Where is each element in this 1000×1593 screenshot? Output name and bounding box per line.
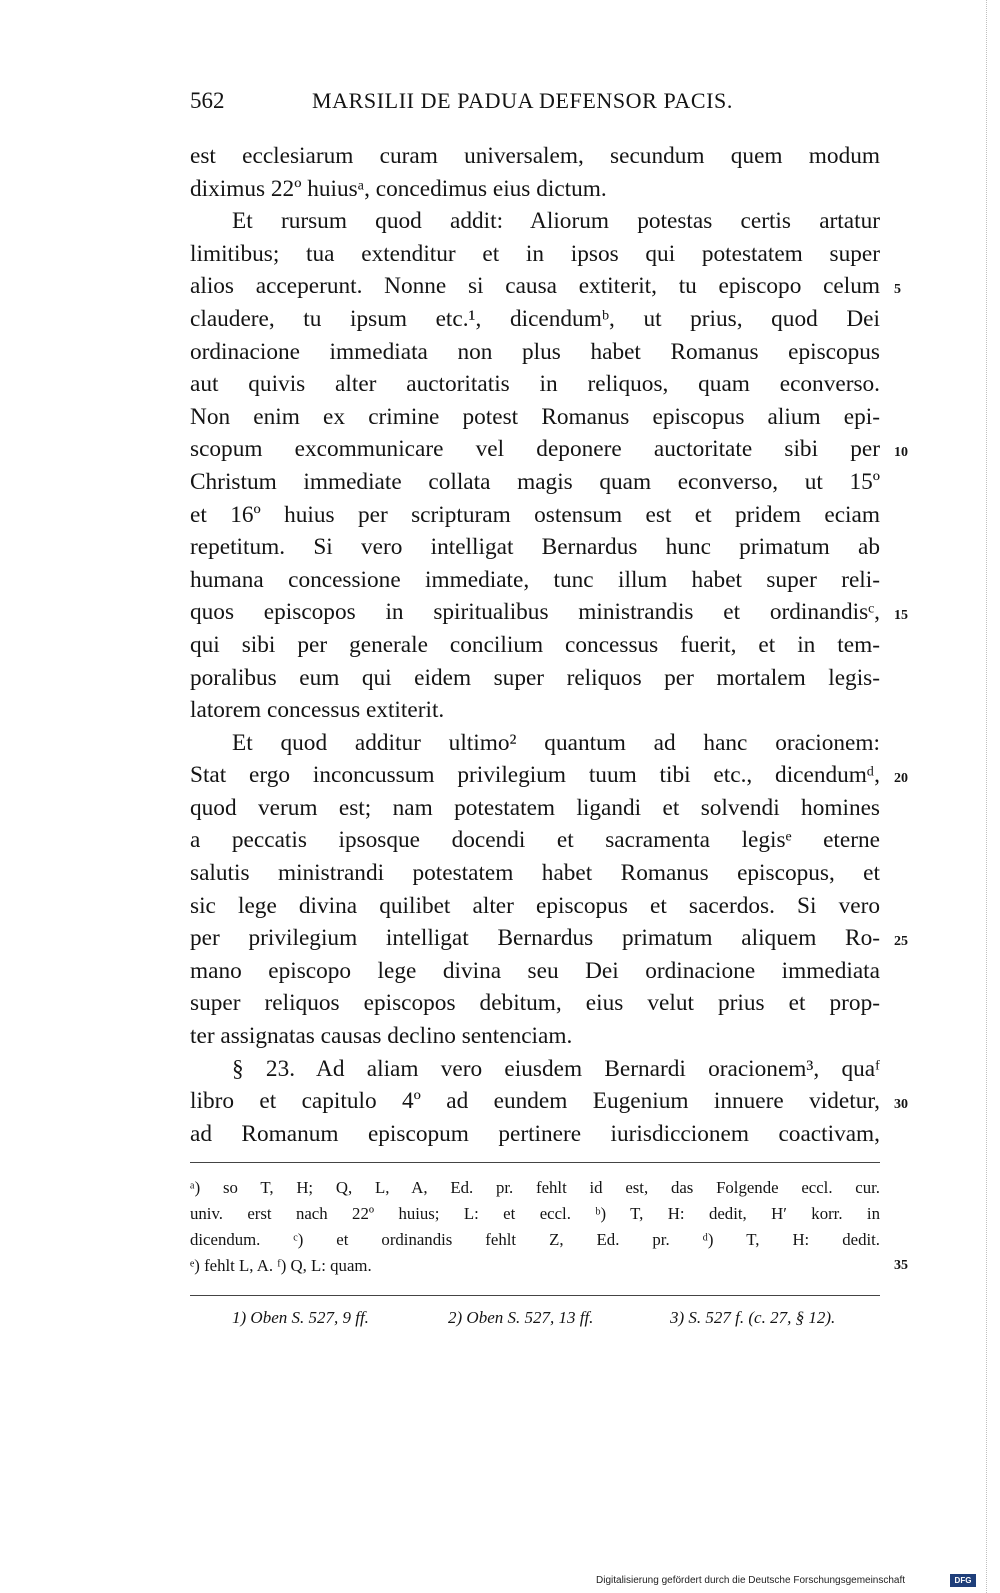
- text-line: et 16º huius per scripturam ostensum est et pridem eciam: [190, 501, 880, 528]
- reference-item: 2) Oben S. 527, 13 ff.: [448, 1308, 594, 1327]
- text-line: Stat ergo inconcussum privilegium tuum tibi etc., dicendumᵈ,: [190, 762, 880, 789]
- text-line: ter assignatas causas declino sentenciam.: [190, 1023, 573, 1050]
- line-number: 15: [894, 608, 908, 623]
- line-number: 20: [894, 771, 908, 786]
- running-title: MARSILII DE PADUA DEFENSOR PACIS.: [312, 88, 733, 113]
- apparatus-rule: [190, 1162, 880, 1163]
- reference-item: 1) Oben S. 527, 9 ff.: [232, 1308, 369, 1327]
- text-line: quos episcopos in spiritualibus ministrandis et ordinandisᶜ,: [190, 599, 880, 626]
- main-text: [190, 140, 880, 1150]
- text-line: super reliquos episcopos debitum, eius velut prius et prop-: [190, 990, 880, 1017]
- text-line: a peccatis ipsosque docendi et sacramenta legisᵉ eterne: [190, 827, 880, 854]
- text-line: aut quivis alter auctoritatis in reliquos, quam econverso.: [190, 371, 880, 398]
- line-number: 30: [894, 1097, 908, 1112]
- page-edge: [986, 0, 989, 1593]
- text-line: salutis ministrandi potestatem habet Romanus episcopus, et: [190, 860, 880, 887]
- page-header: [190, 88, 880, 128]
- apparatus-line: ᵃ) so T, H; Q, L, A, Ed. pr. fehlt id est, das Folgende eccl. cur.: [190, 1178, 880, 1197]
- text-line: Et quod additur ultimo² quantum ad hanc oracionem:: [232, 729, 880, 756]
- text-line: quod verum est; nam potestatem ligandi et solvendi homines: [190, 794, 880, 821]
- text-line: ordinacione immediata non plus habet Romanus episcopus: [190, 338, 880, 365]
- text-line: per privilegium intelligat Bernardus primatum aliquem Ro-: [190, 925, 880, 952]
- text-line: mano episcopo lege divina seu Dei ordinacione immediata: [190, 957, 880, 984]
- apparatus-line: univ. erst nach 22º huius; L: et eccl. ᵇ) T, H: dedit, H′ korr. in: [190, 1204, 880, 1223]
- apparatus-line: dicendum. ᶜ) et ordinandis fehlt Z, Ed. pr. ᵈ) T, H: dedit.: [190, 1230, 880, 1249]
- text-line: poralibus eum qui eidem super reliquos per mortalem legis-: [190, 664, 880, 691]
- text-line: alios acceperunt. Nonne si causa extiterit, tu episcopo celum: [190, 273, 880, 300]
- critical-apparatus: [190, 1175, 880, 1279]
- text-line: qui sibi per generale concilium concessus fuerit, et in tem-: [190, 631, 880, 658]
- page-number: 562: [190, 88, 225, 113]
- text-line: limitibus; tua extenditur et in ipsos qui potestatem super: [190, 240, 880, 267]
- line-number: 25: [894, 934, 908, 949]
- text-line: diximus 22º huiusᵃ, concedimus eius dictum.: [190, 175, 607, 202]
- text-line: repetitum. Si vero intelligat Bernardus hunc primatum ab: [190, 534, 880, 561]
- text-line: Non enim ex crimine potest Romanus episcopus alium epi-: [190, 403, 880, 430]
- text-line: Christum immediate collata magis quam econverso, ut 15º: [190, 468, 880, 495]
- text-line: humana concessione immediate, tunc illum habet super reli-: [190, 566, 880, 593]
- apparatus-line: ᵉ) fehlt L, A. ᶠ) Q, L: quam.: [190, 1256, 372, 1275]
- line-number: 35: [894, 1258, 908, 1273]
- text-line: est ecclesiarum curam universalem, secundum quem modum: [190, 143, 880, 169]
- text-line: latorem concessus extiterit.: [190, 697, 445, 724]
- references-rule: [190, 1295, 880, 1296]
- line-number: 10: [894, 445, 908, 460]
- dfg-logo-icon: DFG: [950, 1574, 976, 1587]
- text-line: scopum excommunicare vel deponere auctoritate sibi per: [190, 436, 880, 463]
- digitization-credit: Digitalisierung gefördert durch die Deutsche Forschungsgemeinschaft: [596, 1575, 906, 1586]
- text-line: ad Romanum episcopum pertinere iurisdiccionem coactivam,: [190, 1120, 880, 1147]
- text-line: libro et capitulo 4º ad eundem Eugenium innuere videtur,: [190, 1088, 880, 1115]
- reference-item: 3) S. 527 f. (c. 27, § 12).: [670, 1308, 836, 1327]
- text-line: sic lege divina quilibet alter episcopus et sacerdos. Si vero: [190, 892, 880, 919]
- text-line: § 23. Ad aliam vero eiusdem Bernardi oracionem³, quaᶠ: [232, 1055, 880, 1082]
- line-number: 5: [894, 282, 901, 297]
- text-line: claudere, tu ipsum etc.¹, dicendumᵇ, ut prius, quod Dei: [190, 305, 880, 332]
- text-line: Et rursum quod addit: Aliorum potestas certis artatur: [232, 208, 880, 235]
